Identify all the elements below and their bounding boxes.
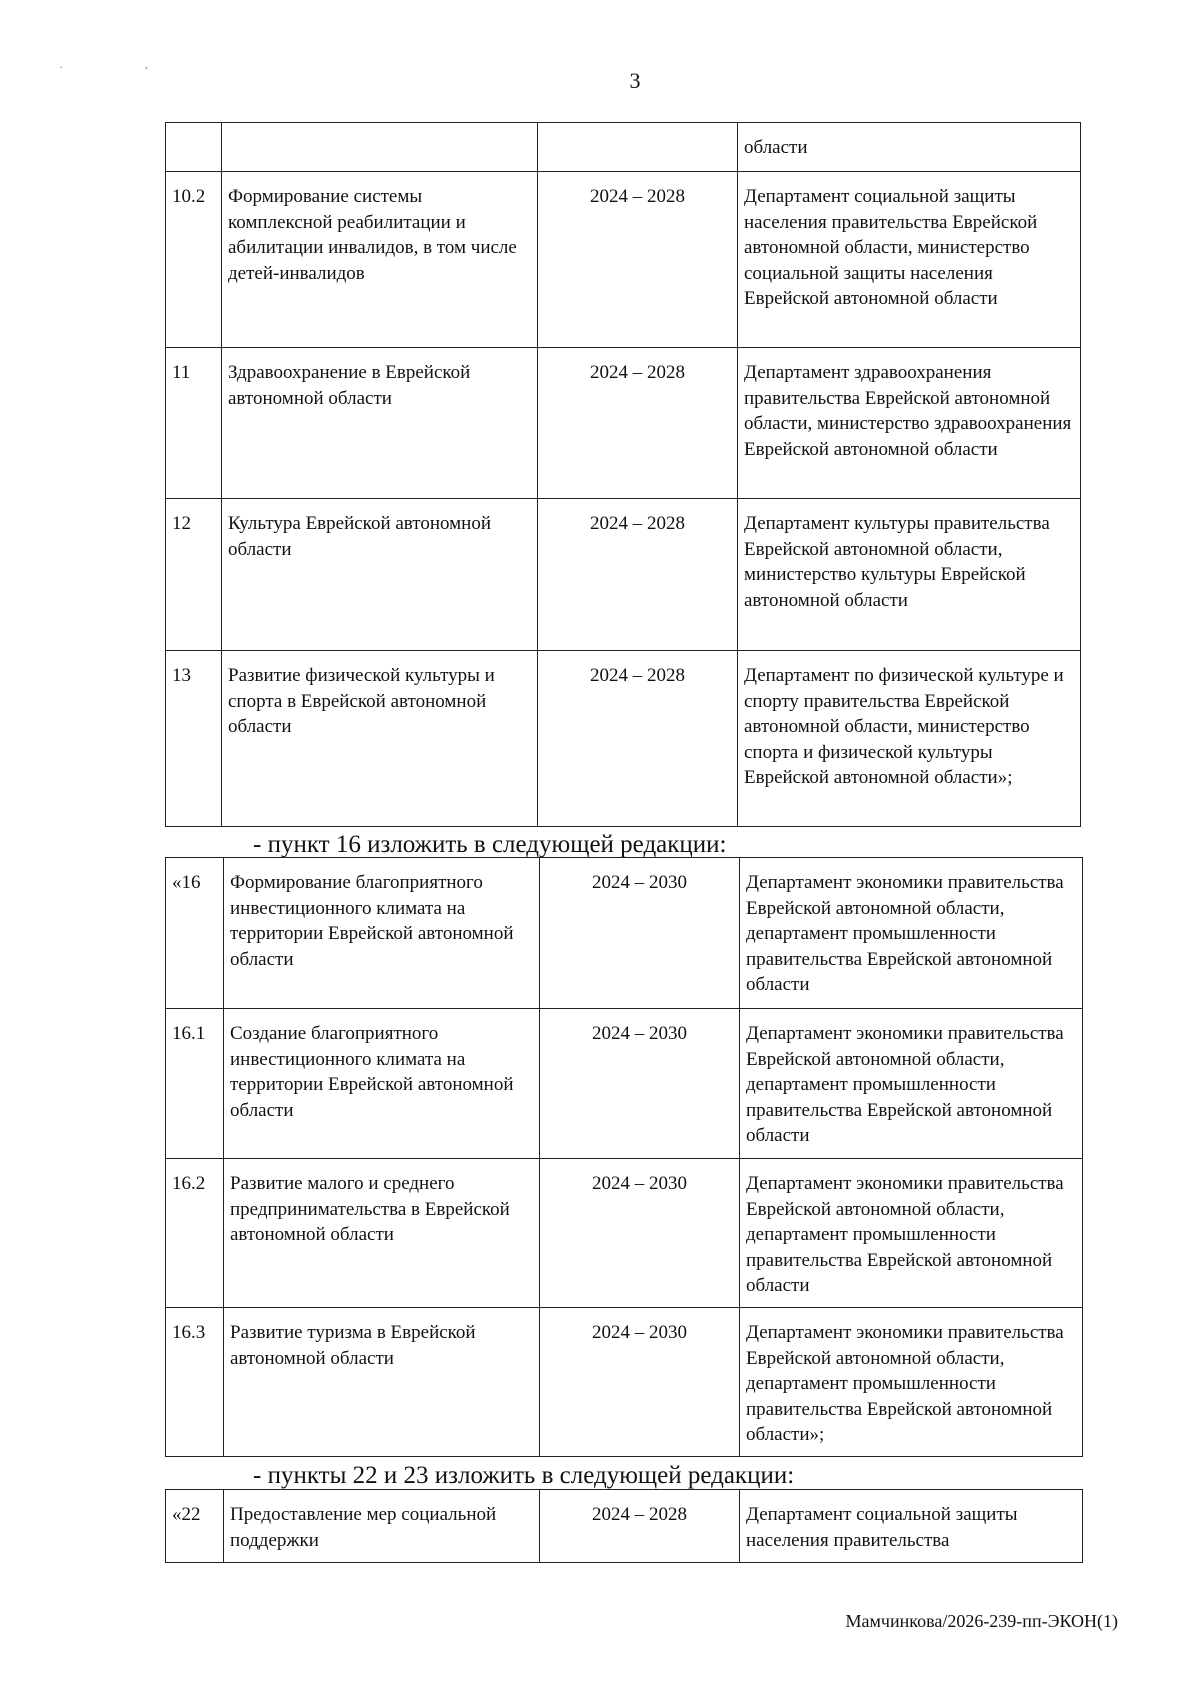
programs-table-3 — [165, 1489, 1083, 1563]
row-number: 13 — [166, 651, 222, 827]
row-number: 12 — [166, 499, 222, 651]
document-code: Мамчинкова/2026-239-пп-ЭКОН(1) — [845, 1611, 1118, 1631]
responsible-executor: Департамент экономики правительства Еврейской автономной области, департамент промышленности правительства Еврейской автономной области»; — [740, 1308, 1083, 1457]
scan-specks: . , — [60, 60, 188, 71]
responsible-executor: Департамент социальной защиты населения правительства — [740, 1490, 1083, 1563]
table-row — [166, 123, 1081, 172]
program-period: 2024 – 2028 — [538, 499, 738, 651]
responsible-executor: Департамент экономики правительства Еврейской автономной области, департамент промышленности правительства Еврейской автономной области — [740, 1009, 1083, 1159]
amendment-note-items-22-23: - пункты 22 и 23 изложить в следующей редакции: — [253, 1462, 795, 1489]
row-number: 16.1 — [166, 1009, 224, 1159]
row-number: 16.3 — [166, 1308, 224, 1457]
table-row — [166, 858, 1083, 1009]
responsible-executor: Департамент по физической культуре и спорту правительства Еврейской автономной области, министерство спорта и физической культуры Еврейской автономной области»; — [738, 651, 1081, 827]
program-period: 2024 – 2030 — [540, 858, 740, 1009]
program-name: Здравоохранение в Еврейской автономной области — [222, 348, 538, 499]
table-row — [166, 1009, 1083, 1159]
responsible-executor: Департамент экономики правительства Еврейской автономной области, департамент промышленности правительства Еврейской автономной области — [740, 858, 1083, 1009]
program-period: 2024 – 2028 — [538, 172, 738, 348]
program-name: Культура Еврейской автономной области — [222, 499, 538, 651]
row-number — [166, 123, 222, 172]
responsible-executor: Департамент экономики правительства Еврейской автономной области, департамент промышленности правительства Еврейской автономной области — [740, 1159, 1083, 1308]
program-period — [538, 123, 738, 172]
row-number: 11 — [166, 348, 222, 499]
responsible-executor: Департамент социальной защиты населения правительства Еврейской автономной области, министерство социальной защиты населения Еврейской автономной области — [738, 172, 1081, 348]
responsible-executor: Департамент культуры правительства Еврейской автономной области, министерство культуры Еврейской автономной области — [738, 499, 1081, 651]
table-row — [166, 1490, 1083, 1563]
program-name: Предоставление мер социальной поддержки — [224, 1490, 540, 1563]
program-period: 2024 – 2028 — [540, 1490, 740, 1563]
program-period: 2024 – 2030 — [540, 1159, 740, 1308]
program-name: Формирование благоприятного инвестиционного климата на территории Еврейской автономной области — [224, 858, 540, 1009]
table-row — [166, 348, 1081, 499]
program-period: 2024 – 2030 — [540, 1009, 740, 1159]
programs-table-2 — [165, 857, 1083, 1457]
row-number: «22 — [166, 1490, 224, 1563]
programs-table-1 — [165, 122, 1081, 827]
program-name — [222, 123, 538, 172]
table-row — [166, 172, 1081, 348]
program-period: 2024 – 2028 — [538, 348, 738, 499]
program-name: Развитие туризма в Еврейской автономной области — [224, 1308, 540, 1457]
program-name: Создание благоприятного инвестиционного климата на территории Еврейской автономной области — [224, 1009, 540, 1159]
amendment-note-item-16: - пункт 16 изложить в следующей редакции: — [253, 831, 727, 858]
program-name: Развитие физической культуры и спорта в Еврейской автономной области — [222, 651, 538, 827]
responsible-executor: Департамент здравоохранения правительства Еврейской автономной области, министерство здравоохранения Еврейской автономной области — [738, 348, 1081, 499]
page-number: 3 — [629, 68, 641, 93]
table-row — [166, 651, 1081, 827]
program-name: Формирование системы комплексной реабилитации и абилитации инвалидов, в том числе детей-инвалидов — [222, 172, 538, 348]
row-number: «16 — [166, 858, 224, 1009]
program-period: 2024 – 2030 — [540, 1308, 740, 1457]
row-number: 16.2 — [166, 1159, 224, 1308]
table-row — [166, 1308, 1083, 1457]
row-number: 10.2 — [166, 172, 222, 348]
table-row — [166, 499, 1081, 651]
responsible-executor: области — [738, 123, 1081, 172]
program-name: Развитие малого и среднего предпринимательства в Еврейской автономной области — [224, 1159, 540, 1308]
table-row — [166, 1159, 1083, 1308]
program-period: 2024 – 2028 — [538, 651, 738, 827]
